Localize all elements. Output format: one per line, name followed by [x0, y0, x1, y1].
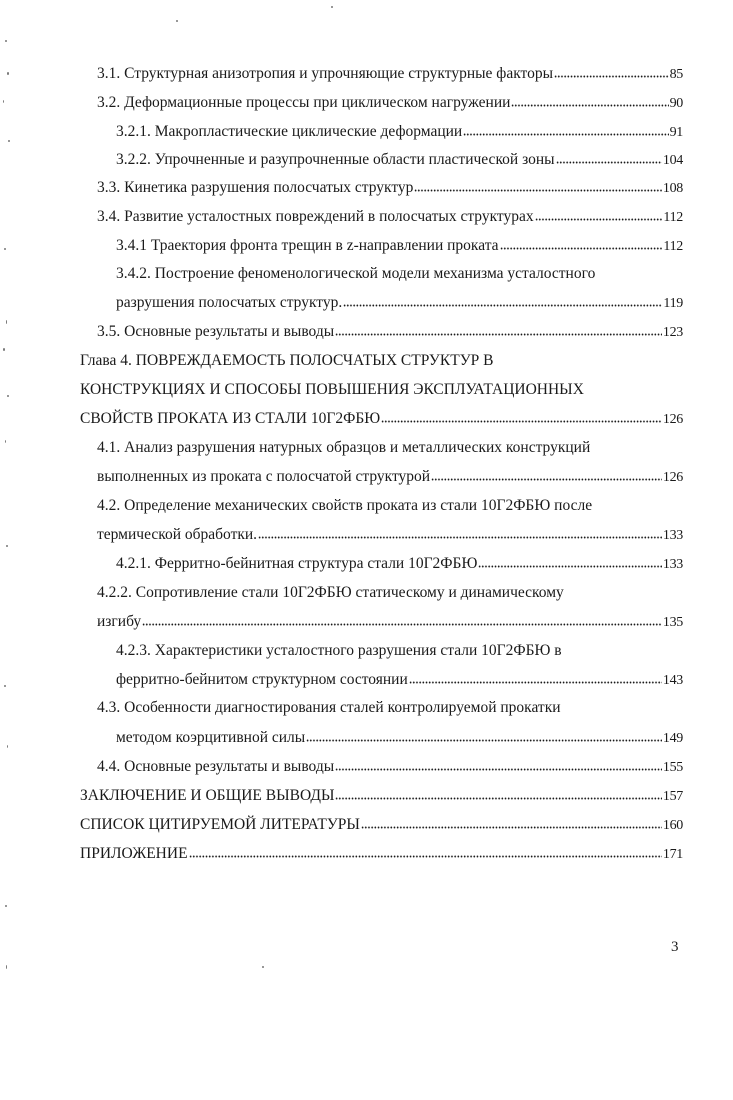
toc-entry-page: 160 [662, 818, 683, 833]
dot-leader [414, 179, 661, 193]
toc-entry-page: 108 [662, 181, 683, 196]
toc-entry-chapter4-line1 [80, 351, 494, 371]
toc-entry-4-2-2 [97, 612, 683, 633]
scan-speck [5, 905, 7, 907]
toc-entry-title: ЗАКЛЮЧЕНИЕ И ОБЩИЕ ВЫВОДЫ [80, 787, 335, 804]
dot-leader [554, 65, 669, 79]
toc-entry-page: 123 [662, 325, 683, 340]
toc-entry-4-2-2-line1 [97, 583, 564, 603]
toc-entry-page: 157 [662, 789, 683, 804]
toc-entry-3-5 [97, 322, 683, 343]
toc-entry-title: 3.1. Структурная анизотропия и упрочняющие структурные факторы [97, 65, 554, 82]
toc-entry-title: 3.4.2. Построение феноменологической модели механизма усталостного [116, 265, 596, 282]
toc-entry-4-4 [97, 757, 683, 778]
dot-leader [306, 729, 662, 743]
dot-leader [463, 123, 668, 137]
toc-entry-conclusion [80, 786, 683, 807]
toc-entry-page: 135 [662, 615, 683, 630]
toc-entry-page: 126 [662, 470, 683, 485]
toc-entry-4-1-line1 [97, 438, 590, 458]
scan-speck [8, 140, 10, 142]
page-number: 3 [671, 939, 679, 955]
toc-entry-3-2-2 [116, 150, 683, 171]
dot-leader [343, 294, 662, 308]
toc-entry-title: 3.4.1 Траектория фронта трещин в z-направлении проката [116, 237, 499, 254]
toc-entry-references [80, 815, 683, 836]
dot-leader [335, 787, 661, 801]
scan-speck [5, 40, 7, 42]
toc-entry-page: 112 [663, 239, 683, 254]
toc-entry-title: СПИСОК ЦИТИРУЕМОЙ ЛИТЕРАТУРЫ [80, 816, 360, 833]
scan-speck [4, 685, 6, 687]
dot-leader [556, 151, 662, 165]
scan-speck [176, 20, 178, 22]
toc-entry-title: 3.2.2. Упрочненные и разупрочненные области пластической зоны [116, 151, 555, 168]
toc-entry-page: 155 [662, 760, 683, 775]
scan-speck [3, 100, 4, 103]
toc-entry-3-4-2-line1 [116, 264, 595, 284]
toc-entry-3-2 [97, 93, 683, 114]
toc-entry-title: 3.3. Кинетика разрушения полосчатых структур [97, 179, 414, 196]
toc-entry-4-3 [116, 728, 683, 749]
toc-entry-page: 133 [662, 557, 683, 572]
dot-leader [258, 526, 662, 540]
scan-speck [6, 965, 7, 969]
toc-entry-3-3 [97, 178, 683, 199]
toc-entry-title: выполненных из проката с полосчатой структурой [97, 468, 431, 485]
toc-entry-page: 171 [662, 847, 683, 862]
scan-speck [3, 348, 5, 351]
dot-leader [511, 94, 668, 108]
toc-entry-title: 4.1. Анализ разрушения натурных образцов и металлических конструкций [97, 439, 591, 456]
dot-leader [478, 555, 662, 569]
scan-speck [331, 6, 333, 8]
toc-entry-page: 119 [663, 296, 683, 311]
toc-entry-title: 3.2.1. Макропластические циклические деформации [116, 123, 463, 140]
toc-entry-3-1 [97, 64, 683, 85]
toc-entry-page: 104 [662, 153, 683, 168]
toc-entry-title: 4.2.2. Сопротивление стали 10Г2ФБЮ статическому и динамическому [97, 584, 564, 601]
toc-entry-title: 3.4. Развитие усталостных повреждений в полосчатых структурах [97, 208, 534, 225]
toc-entry-3-2-1 [116, 122, 683, 143]
toc-entry-page: 149 [662, 731, 683, 746]
toc-entry-4-3-line1 [97, 698, 561, 718]
toc-entry-title: ферритно-бейнитом структурном состоянии [116, 671, 408, 688]
toc-entry-page: 133 [662, 528, 683, 543]
dot-leader [189, 845, 662, 859]
toc-entry-page: 85 [669, 67, 683, 82]
toc-entry-3-4-2 [116, 293, 683, 314]
scan-speck [262, 966, 264, 968]
toc-entry-page: 91 [669, 125, 683, 140]
dot-leader [335, 758, 662, 772]
dot-leader [431, 468, 662, 482]
dot-leader [142, 613, 662, 627]
toc-entry-4-2-3 [116, 670, 683, 691]
toc-entry-4-2 [97, 525, 683, 546]
toc-entry-title: термической обработки. [97, 526, 258, 543]
dot-leader [335, 323, 662, 337]
dot-leader [500, 237, 663, 251]
scan-speck [6, 320, 7, 324]
toc-entry-title: 3.2. Деформационные процессы при циклическом нагружении [97, 94, 511, 111]
toc-entry-title: 4.3. Особенности диагностирования сталей контролируемой прокатки [97, 699, 561, 716]
dot-leader [535, 208, 663, 222]
toc-entry-title: изгибу [97, 613, 142, 630]
toc-entry-chapter4-line2 [80, 380, 584, 400]
toc-entry-3-4-1 [116, 236, 683, 257]
dot-leader [381, 410, 662, 424]
scan-speck [4, 248, 6, 250]
toc-entry-page: 126 [662, 412, 683, 427]
toc-entry-4-2-3-line1 [116, 641, 562, 661]
scan-speck [7, 745, 8, 748]
toc-entry-4-1 [97, 467, 683, 488]
dot-leader [361, 816, 662, 830]
toc-entry-page: 143 [662, 673, 683, 688]
toc-entry-title: разрушения полосчатых структур. [116, 294, 343, 311]
toc-entry-title: ПРИЛОЖЕНИЕ [80, 845, 188, 862]
toc-entry-title: СВОЙСТВ ПРОКАТА ИЗ СТАЛИ 10Г2ФБЮ [80, 410, 381, 427]
toc-entry-3-4 [97, 207, 683, 228]
scan-speck [7, 72, 9, 75]
toc-entry-title: методом коэрцитивной силы [116, 729, 306, 746]
toc-entry-page: 112 [663, 210, 683, 225]
toc-entry-title: 4.2.3. Характеристики усталостного разрушения стали 10Г2ФБЮ в [116, 642, 562, 659]
toc-entry-title: 4.2. Определение механических свойств проката из стали 10Г2ФБЮ после [97, 497, 593, 514]
toc-entry-4-2-line1 [97, 496, 592, 516]
toc-entry-title: 4.2.1. Ферритно-бейнитная структура стали 10Г2ФБЮ [116, 555, 478, 572]
toc-entry-title: Глава 4. ПОВРЕЖДАЕМОСТЬ ПОЛОСЧАТЫХ СТРУКТУР В [80, 352, 494, 369]
toc-entry-chapter4 [80, 409, 683, 430]
scan-speck [7, 395, 9, 397]
scan-speck [5, 440, 6, 443]
toc-entry-title: 4.4. Основные результаты и выводы [97, 758, 335, 775]
toc-entry-page: 90 [669, 96, 683, 111]
toc-entry-title: 3.5. Основные результаты и выводы [97, 323, 335, 340]
dot-leader [409, 671, 662, 685]
toc-entry-4-2-1 [116, 554, 683, 575]
scan-speck [6, 545, 8, 547]
toc-entry-appendix [80, 844, 683, 865]
toc-entry-title: КОНСТРУКЦИЯХ И СПОСОБЫ ПОВЫШЕНИЯ ЭКСПЛУАТАЦИОННЫХ [80, 381, 584, 398]
